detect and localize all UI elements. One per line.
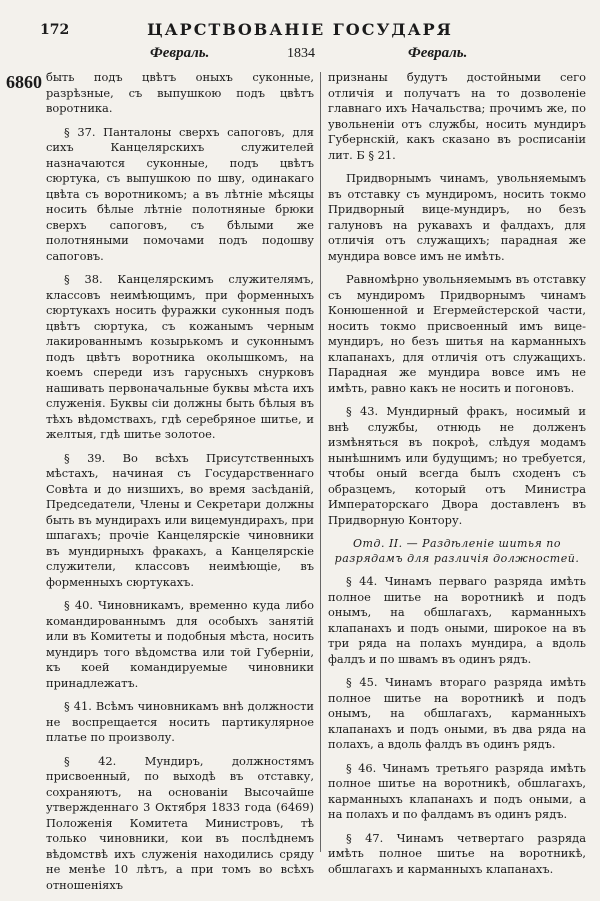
paragraph: § 45. Чинамъ втораго разряда имѣть полное шитье на воротникѣ и подъ онымъ, на обшлагахъ, карманныхъ клапанахъ и подъ оными, въ два ряда на полахъ, а вдоль фалдъ въ одинъ рядъ. [328,675,586,751]
paragraph: § 41. Всѣмъ чиновникамъ внѣ должности не воспрещается носить партикулярное платье по произволу. [46,699,314,744]
paragraph: § 40. Чиновникамъ, временно куда либо командированнымъ для особыхъ занятій или въ Комитеты и подобныя мѣста, носить мундиръ того вѣдомства или той Губерніи, къ коей командируемые чиновники принадлежатъ. [46,598,314,690]
right-column [328,70,586,885]
paragraph: § 42. Мундиръ, должностямъ присвоенный, по выходѣ въ отставку, сохраняютъ, на основаніи Высочайше утвержденнаго 3 Октября 1833 года (6469) Положенія Комитета Министровъ, тѣ только чиновники, кои въ послѣднемъ вѣдомствѣ ихъ служенія находились сряду не менѣе 10 лѣтъ, а при томъ во всѣхъ отношеніяхъ [46,753,314,892]
paragraph: § 43. Мундирный фракъ, носимый и внѣ службы, отнюдь не долженъ измѣняться въ покроѣ, слѣдуя модамъ нынѣшнимъ или будущимъ; но требуется, чтобы оный всегда былъ сходенъ съ образцемъ, который отъ Министра Императорскаго Двора доставленъ въ Придворную Контору. [328,404,586,527]
paragraph: § 44. Чинамъ перваго разряда имѣть полное шитье на воротникѣ и подъ онымъ, на обшлагахъ, карманныхъ клапанахъ и подъ оными, широкое на въ три ряда на полахъ мундира, а вдоль фалдъ и по швамъ въ одинъ рядъ. [328,574,586,666]
paragraph: § 47. Чинамъ четвертаго разряда имѣть полное шитье на воротникѣ, обшлагахъ и карманныхъ клапанахъ. [328,830,586,876]
year: 1834 [287,46,315,61]
margin-number: 6860 [6,72,42,92]
paragraph: § 39. Во всѣхъ Присутственныхъ мѣстахъ, начиная съ Государственнаго Совѣта и до низшихъ, во время засѣданій, Председатели, Члены и Секретари должны быть въ мундирахъ или вицемундирахъ, при шпагахъ; прочіе Канцелярскіе чиновники въ мундирныхъ фракахъ, а Канцелярскіе служители, классовъ неимѣющіе, въ форменныхъ сюртукахъ. [46,450,314,589]
paragraph: Придворнымъ чинамъ, увольняемымъ въ отставку съ мундиромъ, носить токмо Придворный вице-мундиръ, но безъ галуновъ на рукавахъ и фалдахъ, для отличія отъ служащихъ; парадная же мундира вовсе имъ не имѣть. [328,171,586,263]
month-left: Февраль. [150,45,210,61]
left-column [46,70,314,901]
paragraph: признаны будутъ достойными сего отличія и получатъ на то дозволеніе главнаго ихъ Начальства; прочимъ же, по увольненіи отъ службы, носить мундиръ Губернскій, какъ сказано въ росписаніи лит. Б § 21. [328,70,586,162]
page-header [0,20,600,44]
paragraph: § 38. Канцелярскимъ служителямъ, классовъ неимѣющимъ, при форменныхъ сюртукахъ носить фуражки суконныя подъ цвѣтъ сюртука, съ кожанымъ черным лакированнымъ козырькомъ и суконнымъ подъ цвѣтъ воротника околышкомъ, на коемъ спереди изъ гарусныхъ снурковъ нашивать первоначальные буквы мѣста ихъ служенія. Буквы сіи должны быть бѣлыя въ тѣхъ вѣдомствахъ, гдѣ серебряное шитье, и желтыя, гдѣ шитье золотое. [46,272,314,441]
paragraph: Равномѣрно увольняемымъ въ отставку съ мундиромъ Придворнымъ чинамъ Конюшенной и Егермейстерской части, носить токмо присвоенный имъ вице-мундиръ, но безъ шитья на карманныхъ клапанахъ, для отличія отъ служащихъ. Парадная же мундира вовсе имъ не имѣть, равно какъ не носить и погоновъ. [328,272,586,395]
section-heading: Отд. II. — Раздѣленіе шитья по разрядамъ для различія должностей. [334,537,580,565]
paragraph: § 46. Чинамъ третьяго разряда имѣть полное шитье на воротникѣ, обшлагахъ, карманныхъ клапанахъ и подъ оными, а на полахъ и по фалдамъ въ одинъ рядъ. [328,760,586,821]
paragraph: быть подъ цвѣтъ оныхъ суконные, разрѣзные, съ выпушкою подъ цвѣтъ воротника. [46,70,314,115]
subheader [0,45,600,69]
paragraph: § 37. Панталоны сверхъ сапоговъ, для сихъ Канцелярскихъ служителей назначаются суконные, подъ цвѣтъ сюртука, съ выпушкою по шву, одинакаго цвѣта съ воротникомъ; а въ лѣтніе мѣсяцы носить бѣлые лѣтніе полотняные брюки сверхъ сапоговъ, съ бѣлыми же полотняными помочами подъ подошву сапоговъ. [46,124,314,263]
column-divider [320,72,321,852]
month-right: Февраль. [408,45,468,61]
running-title: ЦАРСТВОВАНІЕ ГОСУДАРЯ [147,20,453,39]
page-number: 172 [40,22,70,38]
